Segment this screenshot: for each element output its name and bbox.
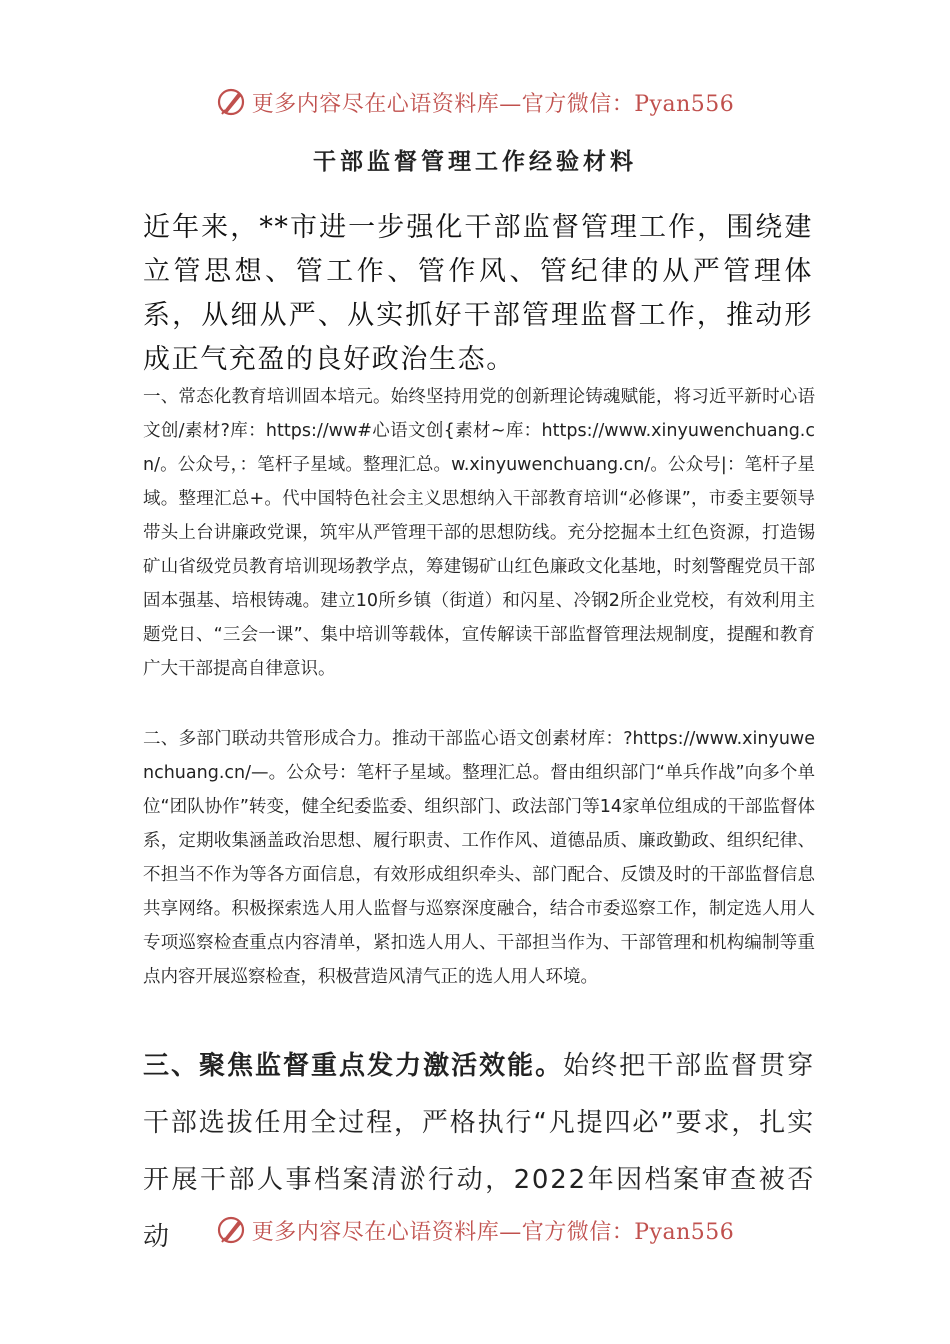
header-banner-text: 更多内容尽在心语资料库—官方微信：Pyan556 [251,91,735,117]
section-3-body: 始终把干部监督贯穿干部选拔任用全过程，严格执行“凡提四必”要求，扎实开展干部人事档案清淤行动，2022年因档案审查被否动 [143,1051,815,1252]
quill-pen-logo-icon [216,87,246,117]
intro-paragraph: 近年来，**市进一步强化干部监督管理工作，围绕建立管思想、管工作、管作风、管纪律的从严管理体系，从细从严、从实抓好干部管理监督工作，推动形成正气充盈的良好政治生态。 [143,212,813,375]
section-2-paragraph: 二、多部门联动共管形成合力。推动干部监心语文创素材库：?https://www.xinyuwenchuang.cn/—。公众号：笔杆子星域。整理汇总。督由组织部门“单兵作战”向多个单位“团队协作”转变，健全纪委监委、组织部门、政法部门等14家单位组成的干部监督体系，定期收集涵盖政治思想、履行职责、工作作风、道德品质、廉政勤政、组织纪律、不担当不作为等各方面信息，有效形成组织牵头、部门配合、反馈及时的干部监督信息共享网络。积极探索选人用人监督与巡察深度融合，结合市委巡察工作，制定选人用人专项巡察检查重点内容清单，紧扣选人用人、干部担当作为、干部管理和机构编制等重点内容开展巡察检查，积极营造风清气正的选人用人环境。 [143,729,815,987]
quill-pen-logo-icon [216,1215,246,1245]
footer-banner-text: 更多内容尽在心语资料库—官方微信：Pyan556 [251,1219,735,1245]
section-3-heading: 三、聚焦监督重点发力激活效能。 [143,1051,564,1081]
header-banner [0,82,950,122]
footer-banner [0,1210,950,1250]
page-title: 干部监督管理工作经验材料 [313,148,637,175]
section-1-paragraph: 一、常态化教育培训固本培元。始终坚持用党的创新理论铸魂赋能，将习近平新时心语文创/素材?库：https://ww#心语文创{素材~库：https://www.xinyuwenchuang.cn/。公众号，：笔杆子星域。整理汇总。w.xinyuwenchuang.cn/。公众号|：笔杆子星域。整理汇总+。代中国特色社会主义思想纳入干部教育培训“必修课”，市委主要领导带头上台讲廉政党课，筑牢从严管理干部的思想防线。充分挖掘本土红色资源，打造锡矿山省级党员教育培训现场教学点，筹建锡矿山红色廉政文化基地，时刻警醒党员干部固本强基、培根铸魂。建立10所乡镇（街道）和闪星、冷钢2所企业党校，有效利用主题党日、“三会一课”、集中培训等载体，宣传解读干部监督管理法规制度，提醒和教育广大干部提高自律意识。 [143,387,815,679]
